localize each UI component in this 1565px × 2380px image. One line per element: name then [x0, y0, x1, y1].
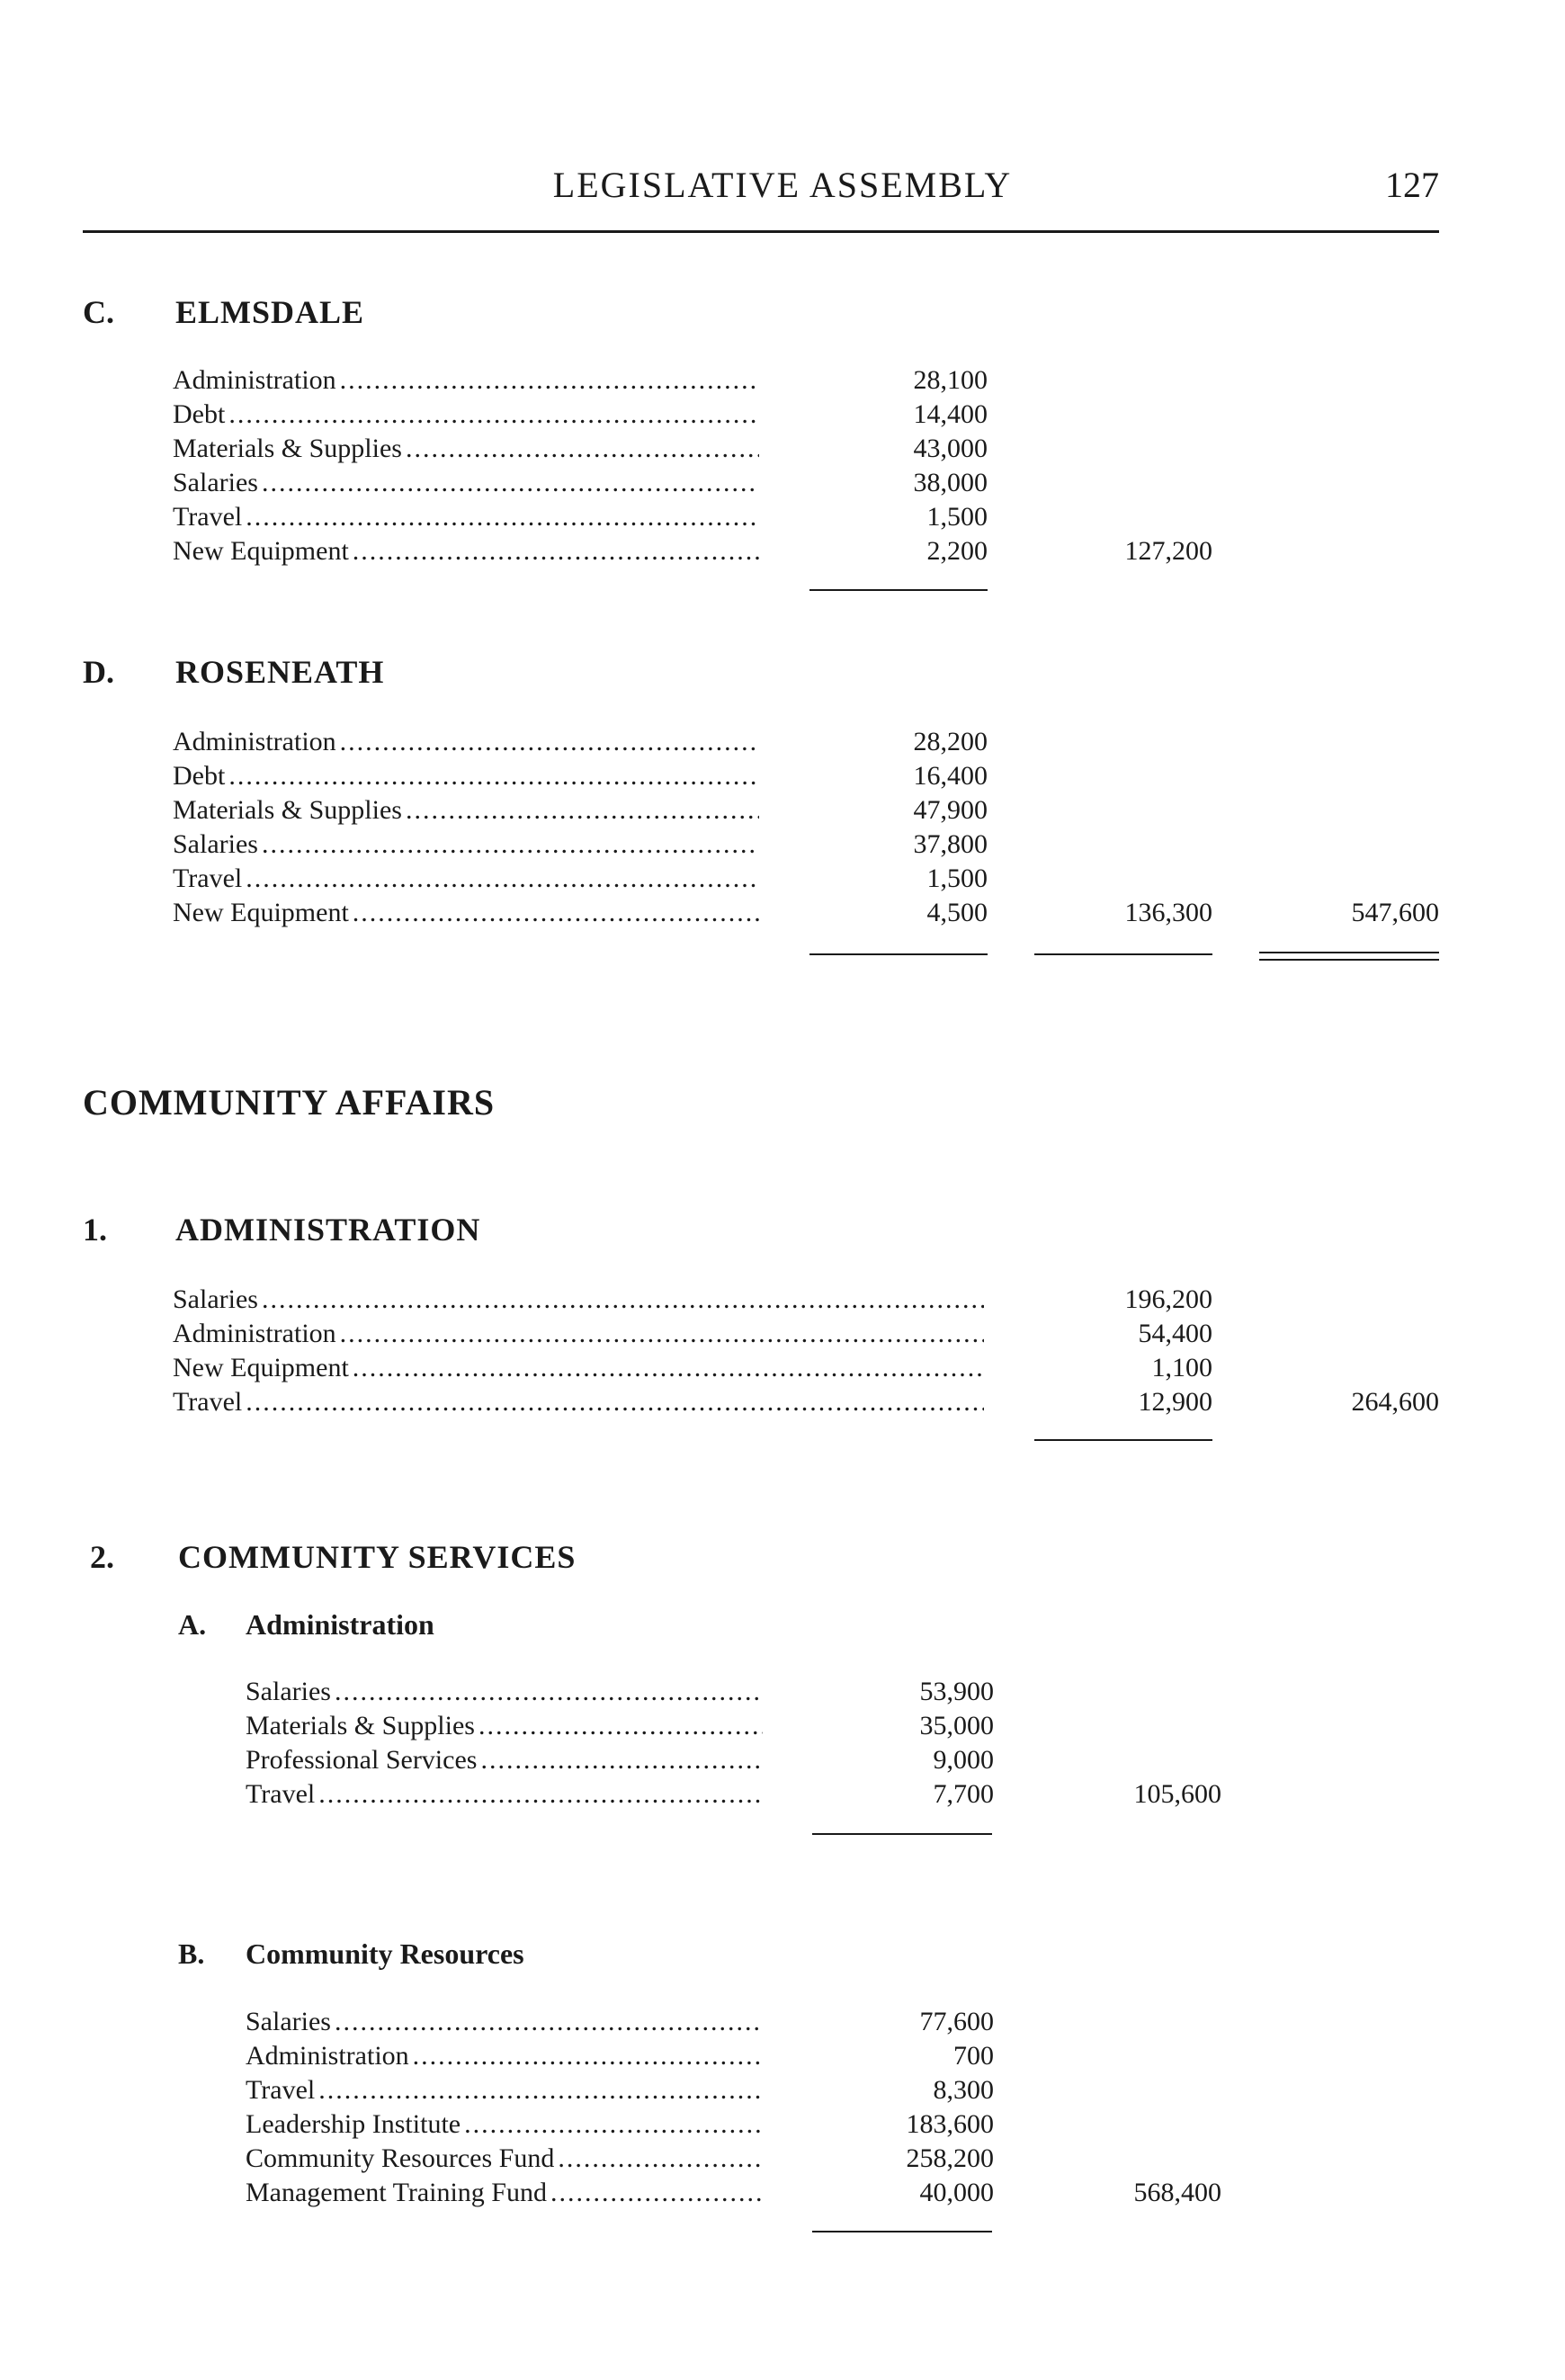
line-item-amount: 37,800 [913, 829, 988, 859]
subtotal-amount: 127,200 [1124, 536, 1212, 566]
sum-rule [1034, 1439, 1212, 1441]
subtotal-amount: 105,600 [1133, 1779, 1221, 1809]
section-c-label: C. [83, 294, 114, 330]
sum-rule [809, 953, 988, 955]
line-item-name: Travel ..... [246, 1777, 763, 1812]
subsection-2-title: COMMUNITY SERVICES [178, 1539, 577, 1575]
line-item-amount: 35,000 [919, 1711, 994, 1740]
line-item-name: Debt ..... [173, 398, 759, 432]
line-item-name: Salaries ..... [173, 1283, 984, 1317]
line-item-name: Travel ..... [173, 862, 759, 896]
sum-rule [1034, 953, 1212, 955]
double-rule-top [1259, 952, 1439, 953]
line-item-amount: 700 [953, 2041, 994, 2071]
line-item-amount: 258,200 [906, 2143, 994, 2173]
line-item-name: Professional Services ..... [246, 1743, 763, 1777]
line-item-name: New Equipment ..... [173, 896, 759, 930]
line-item-amount: 77,600 [919, 2007, 994, 2036]
section-total-amount: 264,600 [1351, 1387, 1439, 1417]
line-item-amount: 8,300 [933, 2075, 994, 2105]
line-item-name: Materials & Supplies ..... [173, 432, 759, 466]
line-item-name: Travel ..... [173, 1385, 984, 1419]
line-item-amount: 54,400 [1138, 1319, 1212, 1348]
subsection-1-label: 1. [83, 1212, 107, 1248]
line-item-amount: 38,000 [913, 468, 988, 497]
line-item-name: Management Training Fund ..... [246, 2176, 763, 2210]
subsection-b-label: B. [178, 1937, 205, 1970]
line-item-name: Travel ..... [173, 500, 759, 534]
line-item-amount: 12,900 [1138, 1387, 1212, 1417]
line-item-amount: 2,200 [926, 536, 988, 566]
page-number: 127 [1385, 165, 1439, 205]
community-affairs-heading: COMMUNITY AFFAIRS [83, 1082, 496, 1123]
subsection-a-title: Administration [246, 1608, 434, 1641]
subsection-1-title: ADMINISTRATION [175, 1212, 481, 1248]
line-item-name: Salaries ..... [246, 1675, 763, 1709]
line-item-name: New Equipment ..... [173, 534, 759, 568]
line-item-amount: 1,500 [926, 502, 988, 532]
line-item-amount: 1,100 [1151, 1353, 1212, 1382]
line-item-name: New Equipment ..... [173, 1351, 984, 1385]
section-c-title: ELMSDALE [175, 294, 365, 330]
sum-rule [809, 589, 988, 591]
line-item-amount: 1,500 [926, 863, 988, 893]
line-item-name: Administration ..... [173, 363, 759, 398]
section-d-label: D. [83, 654, 114, 690]
page-header-title: LEGISLATIVE ASSEMBLY [552, 165, 1013, 205]
header-divider [83, 230, 1439, 233]
subsection-2-label: 2. [90, 1539, 114, 1575]
line-item-amount: 7,700 [933, 1779, 994, 1809]
sum-rule [812, 1833, 992, 1835]
line-item-amount: 4,500 [926, 898, 988, 927]
line-item-name: Administration ..... [246, 2039, 763, 2073]
line-item-amount: 14,400 [913, 399, 988, 429]
subsection-a-label: A. [178, 1608, 207, 1641]
line-item-amount: 196,200 [1124, 1284, 1212, 1314]
line-item-name: Leadership Institute ..... [246, 2107, 763, 2142]
line-item-amount: 53,900 [919, 1677, 994, 1706]
line-item-name: Community Resources Fund ..... [246, 2142, 763, 2176]
line-item-name: Administration ..... [173, 1317, 984, 1351]
line-item-amount: 16,400 [913, 761, 988, 791]
line-item-name: Materials & Supplies ..... [246, 1709, 763, 1743]
line-item-amount: 183,600 [906, 2109, 994, 2139]
line-item-amount: 9,000 [933, 1745, 994, 1775]
line-item-amount: 28,100 [913, 365, 988, 395]
line-item-name: Administration ..... [173, 725, 759, 759]
line-item-name: Materials & Supplies ..... [173, 793, 759, 828]
line-item-amount: 40,000 [919, 2178, 994, 2207]
line-item-amount: 28,200 [913, 727, 988, 756]
subtotal-amount: 568,400 [1133, 2178, 1221, 2207]
sum-rule [812, 2231, 992, 2232]
subtotal-amount: 136,300 [1124, 898, 1212, 927]
line-item-name: Travel ..... [246, 2073, 763, 2107]
line-item-name: Debt ..... [173, 759, 759, 793]
line-item-name: Salaries ..... [246, 2005, 763, 2039]
line-item-amount: 43,000 [913, 434, 988, 463]
line-item-amount: 47,900 [913, 795, 988, 825]
grand-total-amount: 547,600 [1351, 898, 1439, 927]
double-rule-bottom [1259, 959, 1439, 961]
subsection-b-title: Community Resources [246, 1937, 524, 1970]
line-item-name: Salaries ..... [173, 828, 759, 862]
section-d-title: ROSENEATH [175, 654, 385, 690]
line-item-name: Salaries ..... [173, 466, 759, 500]
